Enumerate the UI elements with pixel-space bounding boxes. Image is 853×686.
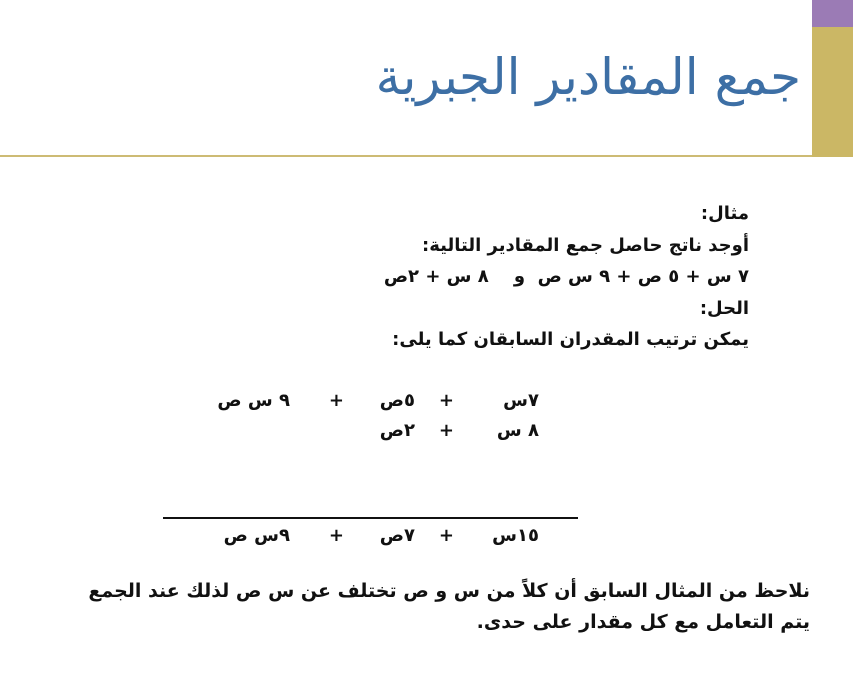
accent-block-gold	[812, 27, 853, 157]
row2-plus-1: +	[438, 420, 454, 441]
row1-term-y: ٥ص	[379, 390, 415, 411]
problem-statement: أوجد ناتج حاصل جمع المقادير التالية:	[422, 234, 749, 256]
result-term-x: ١٥س	[492, 525, 539, 546]
row2-term-x: ٨ س	[496, 420, 539, 441]
result-term-y: ٧ص	[379, 525, 415, 546]
result-plus-1: +	[438, 525, 454, 546]
result-term-xy: ٩س ص	[223, 525, 290, 546]
sum-line	[163, 517, 578, 519]
accent-block-purple	[812, 0, 853, 27]
solution-intro: يمكن ترتيب المقدران السابقان كما يلى:	[392, 329, 749, 350]
example-text	[384, 198, 749, 356]
row1-term-x: ٧س	[503, 390, 539, 411]
problem-expressions: ٧ س + ٥ ص + ٩ س ص و ٨ س + ٢ص	[383, 266, 749, 287]
conclusion-note	[50, 576, 810, 638]
result-plus-2: +	[328, 525, 344, 546]
note-line-2: يتم التعامل مع كل مقدار على حدى.	[476, 611, 810, 633]
row1-plus-2: +	[328, 390, 344, 411]
solution-label: الحل:	[699, 297, 749, 319]
example-label: مثال:	[700, 203, 749, 224]
row1-plus-1: +	[438, 390, 454, 411]
note-line-1: نلاحظ من المثال السابق أن كلاً من س و ص تختلف عن س ص لذلك عند الجمع	[88, 580, 810, 602]
slide-title: جمع المقادير الجبرية	[375, 48, 801, 106]
title-divider	[0, 155, 812, 157]
row1-term-xy: ٩ س ص	[217, 390, 290, 411]
row2-term-y: ٢ص	[379, 420, 415, 441]
